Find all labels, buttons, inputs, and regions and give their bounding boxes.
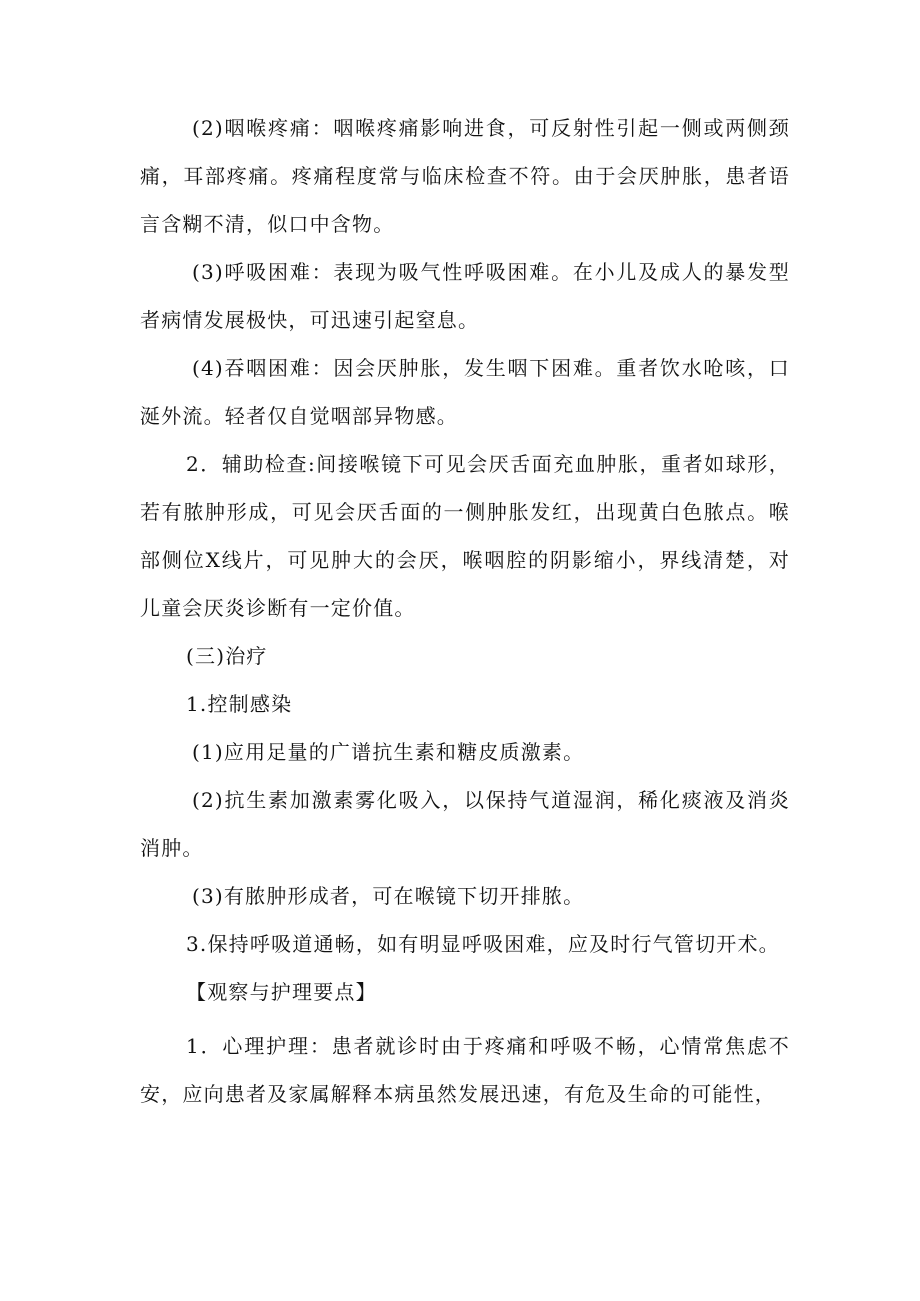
paragraph-nebulization: (2)抗生素加激素雾化吸入，以保持气道湿润，稀化痰液及消炎消肿。 bbox=[140, 788, 790, 860]
paragraph-breathing-difficulty: (3)呼吸困难：表现为吸气性呼吸困难。在小儿及成人的暴发型者病情发展极快，可迅速引起窒息。 bbox=[140, 260, 790, 332]
subheading-infection-control: 1.控制感染 bbox=[186, 692, 293, 716]
section-heading-treatment: (三)治疗 bbox=[186, 644, 268, 668]
paragraph-auxiliary-exam: 2．辅助检查:间接喉镜下可见会厌舌面充血肿胀，重者如球形，若有脓肿形成，可见会厌舌面的一侧肿胀发红，出现黄白色脓点。喉部侧位X线片，可见肿大的会厌，喉咽腔的阴影缩小，界线清楚，对儿童会厌炎诊断有一定价值。 bbox=[140, 452, 790, 620]
paragraph-abscess-drainage: (3)有脓肿形成者，可在喉镜下切开排脓。 bbox=[192, 884, 585, 908]
section-heading-nursing-points: 【观察与护理要点】 bbox=[186, 980, 377, 1004]
paragraph-swallowing-difficulty: (4)吞咽困难：因会厌肿胀，发生咽下困难。重者饮水呛咳，口涎外流。轻者仅自觉咽部异物感。 bbox=[140, 356, 790, 428]
paragraph-psychological-care: 1．心理护理：患者就诊时由于疼痛和呼吸不畅，心情常焦虑不安，应向患者及家属解释本病虽然发展迅速，有危及生命的可能性， bbox=[140, 1034, 790, 1106]
paragraph-antibiotics: (1)应用足量的广谱抗生素和糖皮质激素。 bbox=[192, 740, 585, 764]
document-body bbox=[140, 104, 790, 1118]
paragraph-airway: 3.保持呼吸道通畅，如有明显呼吸困难，应及时行气管切开术。 bbox=[186, 932, 780, 956]
paragraph-sore-throat: (2)咽喉疼痛：咽喉疼痛影响进食，可反射性引起一侧或两侧颈痛，耳部疼痛。疼痛程度常与临床检查不符。由于会厌肿胀，患者语言含糊不清，似口中含物。 bbox=[140, 116, 790, 236]
